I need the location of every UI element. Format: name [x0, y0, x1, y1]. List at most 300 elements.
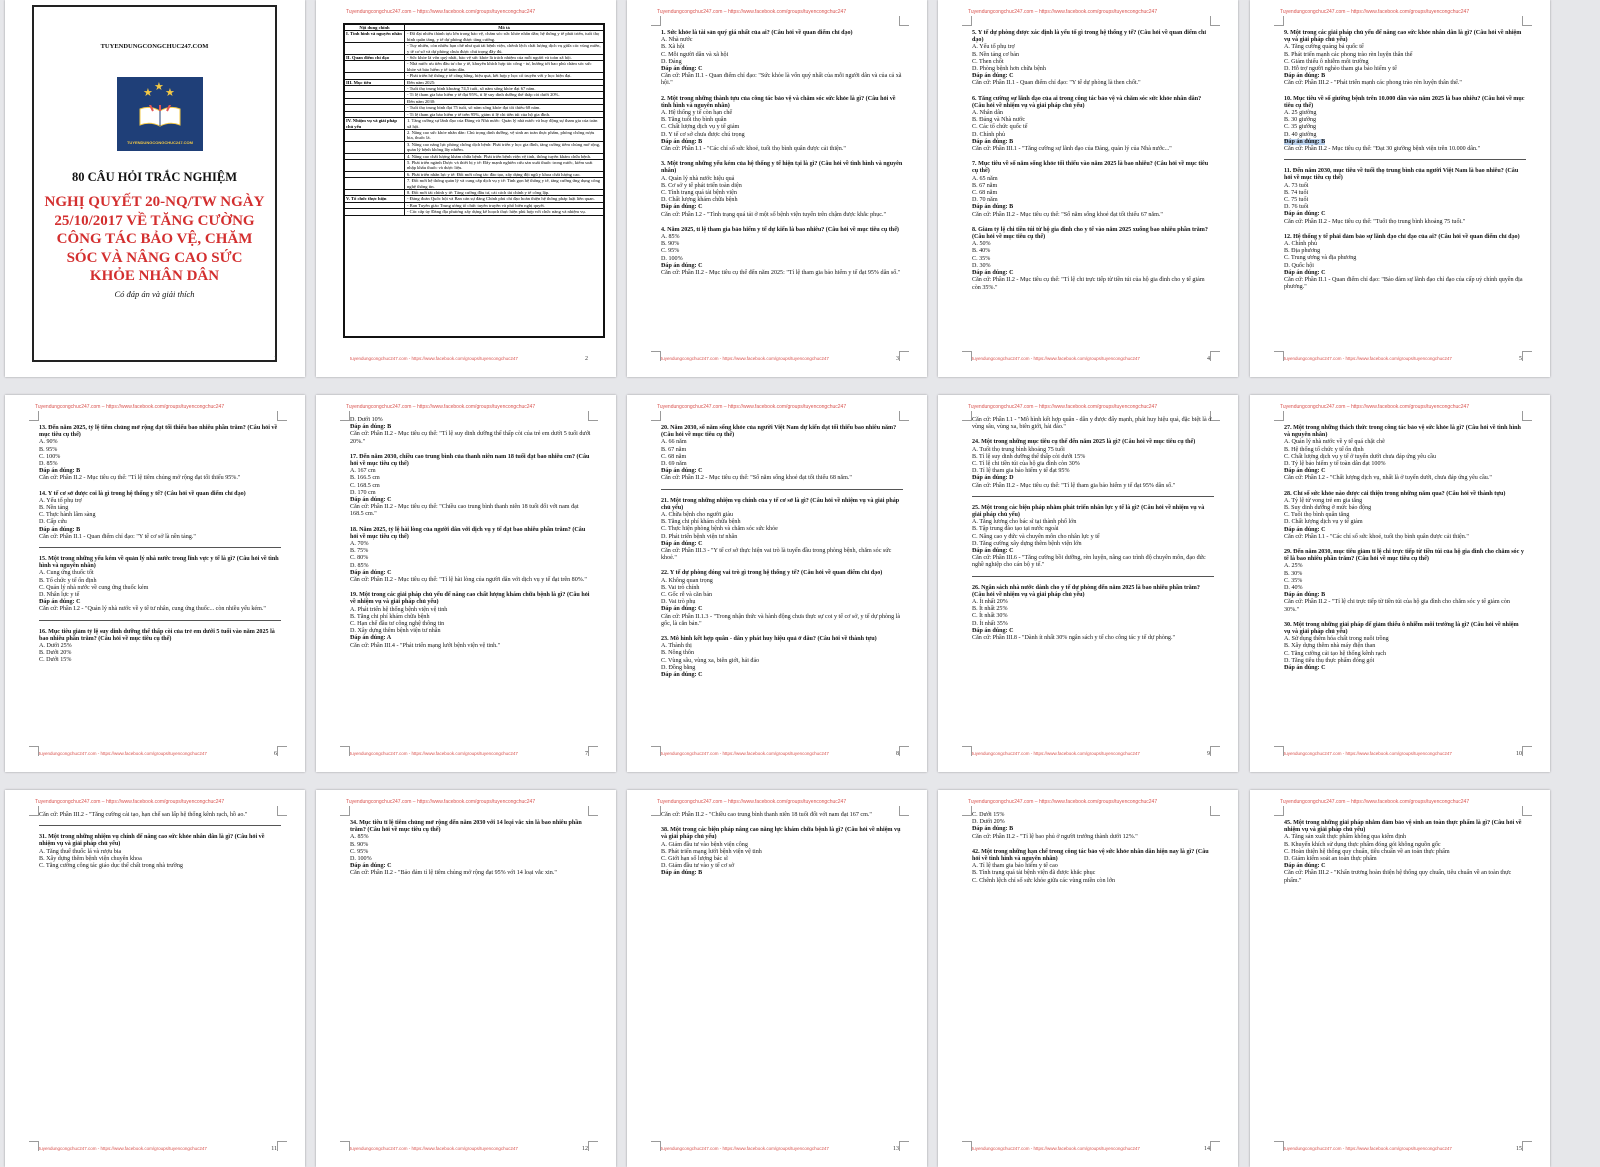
answer-option: B. Tỉ lệ suy dinh dưỡng thể thấp còi dưới 15% [972, 453, 1086, 460]
table-row [345, 160, 603, 172]
page-thumbnail[interactable] [1250, 0, 1550, 377]
crop-mark [651, 1141, 661, 1151]
table-cell-section [345, 142, 405, 153]
answer-source: Căn cứ: Phần I.2 - "Tình trạng quá tải ở một số bệnh viện tuyến trên chậm được khắc phục." [661, 211, 886, 218]
page-header-link: Tuyendungcongchuc247.com – https://www.facebook.com/groups/tuyencongchuc247 [968, 799, 1158, 805]
answer-option: C. Mỗi người dân và xã hội [661, 51, 729, 58]
answer-option: B. Phát triển mạnh các phong trào rèn luyện thân thể [1284, 51, 1413, 58]
answer-option: D. 100% [350, 856, 372, 863]
answer-option: B. Nền tảng [39, 505, 69, 512]
answer-option: B. Vai trò chính [661, 584, 700, 591]
answer-option: D. Y tế cơ sở chưa được chú trọng [661, 131, 745, 138]
answer-source: Căn cứ: Phần II.2 - Mục tiêu cụ thể: "Số năm sống khoẻ đạt tối thiểu 67 năm." [972, 211, 1163, 218]
answer-option: C. Hoàn thiện hệ thống quy chuẩn, tiêu chuẩn về an toàn thực phẩm [1284, 848, 1450, 855]
cover-title: NGHỊ QUYẾT 20-NQ/TW NGÀY 25/10/2017 VỀ TĂNG CƯỜNG CÔNG TÁC BẢO VỆ, CHĂM SÓC VÀ NÂNG CAO SỨC KHỎE NHÂN DÂN [44, 194, 265, 284]
answer-source: Căn cứ: Phần II.2 - Mục tiêu cụ thể đến năm 2025: "Tỉ lệ tham gia bảo hiểm y tế đạt 95% dân số." [661, 270, 901, 277]
correct-answer: Đáp án đúng: B [972, 204, 1014, 211]
table-cell-description: - Nhà nước ưu tiên đầu tư cho y tế, khuyến khích hợp tác công - tư, hướng tới bao phủ chăm sóc sức khỏe và bảo hiểm y tế toàn dân. [407, 61, 592, 72]
answer-option: C. Tuổi thọ bình quân tăng [1284, 512, 1350, 519]
answer-option: B. Suy dinh dưỡng ở mức báo động [1284, 505, 1372, 512]
answer-option: C. Dưới 15% [39, 657, 72, 664]
table-cell-description: 2. Nâng cao sức khỏe nhân dân: Chủ trọng dinh dưỡng, vệ sinh an toàn thực phẩm, phòng chống rượu bia, thuốc lá. [407, 129, 595, 141]
correct-answer: Đáp án đúng: B [1284, 592, 1326, 599]
page-body [39, 812, 281, 870]
question-text: 18. Năm 2025, tỷ lệ hài lòng của người dân với dịch vụ y tế đạt bao nhiêu phần trăm? (Câu hỏi về mục tiêu cụ thể) [350, 526, 586, 540]
page-thumbnail[interactable] [627, 790, 927, 1167]
crop-mark [962, 16, 972, 26]
crop-mark [962, 351, 972, 361]
page-thumbnail[interactable] [316, 790, 616, 1167]
separator-line [39, 825, 281, 826]
answer-option: C. 168.5 cm [350, 482, 380, 489]
correct-answer: Đáp án đúng: C [661, 606, 703, 613]
answer-option: D. Nhân lực y tế [39, 592, 80, 599]
answer-option: B. 74 tuổi [1284, 189, 1309, 196]
page-thumbnail[interactable] [5, 395, 305, 772]
answer-option: C. 80% [350, 555, 369, 562]
separator-line [972, 496, 1214, 497]
question-text: 27. Một trong những thách thức trong công tác bảo vệ sức khỏe là gì? (Câu hỏi về tình hình và nguyên nhân) [1284, 425, 1521, 439]
question-text: 4. Năm 2025, tỉ lệ tham gia bảo hiểm y tế dự kiến là bao nhiêu? (Câu hỏi về mục tiêu cụ thể) [661, 226, 899, 233]
answer-option: B. Ít nhất 25% [972, 606, 1008, 613]
answer-option: B. Dưới 20% [39, 650, 72, 657]
answer-option: D. Tăng cường xây dựng thêm bệnh viện lớn [972, 540, 1082, 547]
crop-mark [899, 351, 909, 361]
page-body [1284, 417, 1526, 672]
answer-option: D. Tỉ lệ tham gia bảo hiểm y tế đạt 95% [972, 468, 1070, 475]
answer-option: D. Hỗ trợ người nghèo tham gia bảo hiểm y tế [1284, 66, 1397, 73]
crop-mark [340, 746, 350, 756]
answer-option: A. Thành thị [661, 643, 692, 650]
crop-mark [651, 411, 661, 421]
correct-answer: Đáp án đúng: C [972, 627, 1014, 634]
answer-source: Căn cứ: Phần II.2 - "Bảo đảm tỉ lệ tiêm chủng mở rộng đạt 95% với 14 loại vắc xin." [350, 870, 557, 877]
answer-option: C. Ít nhất 30% [972, 613, 1008, 620]
page-body [972, 417, 1214, 644]
table-cell-section [345, 105, 405, 110]
correct-answer: Đáp án đúng: C [1284, 468, 1326, 475]
page-number: 4 [1207, 356, 1210, 362]
answer-option: D. 70 năm [972, 197, 998, 204]
answer-source: Căn cứ: Phần II.1 - Quan điểm chỉ đạo: "Y tế cơ sở là nền tảng." [39, 533, 196, 540]
answer-option: B. Xây dựng thêm bệnh viện chuyên khoa [39, 855, 142, 862]
table-row [345, 31, 603, 43]
question-text: 34. Mục tiêu tỉ lệ tiêm chủng mở rộng đến năm 2030 với 14 loại vắc xin là bao nhiêu phần trăm? (Câu hỏi về mục tiêu cụ thể) [350, 820, 582, 834]
table-cell-section [345, 92, 405, 97]
answer-option: D. Đồng bằng [661, 664, 696, 671]
answer-source: Căn cứ: Phần II.2 - Mục tiêu cụ thể: "Tỉ lệ tiêm chủng mở rộng đạt tối thiểu 95%." [39, 475, 241, 482]
crop-mark [962, 806, 972, 816]
question-text: 20. Năm 2030, số năm sống khỏe của người Việt Nam dự kiến đạt tối thiểu bao nhiêu năm? (Câu hỏi về mục tiêu cụ thể) [661, 425, 897, 439]
answer-option: A. 85% [350, 834, 369, 841]
table-cell-section: V. Tổ chức thực hiện [345, 196, 405, 201]
answer-option: C. Tình trạng quá tải bệnh viện [661, 190, 737, 197]
table-cell-description: - Đảng đoàn Quốc hội và Ban cán sự đảng Chính phủ chỉ đạo hoàn thiện hệ thống pháp luật liên quan. [407, 196, 595, 202]
correct-answer: Đáp án đúng: B [39, 468, 81, 475]
page-thumbnail-summary-table[interactable] [316, 0, 616, 377]
answer-option: C. Then chốt [972, 58, 1004, 65]
answer-option: B. 30 giường [1284, 117, 1317, 124]
question-text: 9. Một trong các giải pháp chủ yếu để nâng cao sức khỏe nhân dân là gì? (Câu hỏi về nhiệm vụ và giải pháp chủ yếu) [1284, 30, 1522, 44]
table-cell-section: III. Mục tiêu [345, 80, 405, 85]
table-cell-description: - Các cấp ủy Đảng địa phương xây dựng kế hoạch thực hiện phù hợp với chức năng và nhiệm vụ. [407, 209, 586, 215]
summary-table [343, 23, 605, 338]
open-book-icon [139, 105, 181, 127]
answer-source: Căn cứ: Phần III.2 - "Phát triển mạnh các phong trào rèn luyện thân thể." [1284, 80, 1462, 87]
answer-option: A. Tăng thuế thuốc lá và rượu bia [39, 848, 122, 855]
correct-answer: Đáp án đúng: C [661, 204, 703, 211]
answer-option: D. Vai trò phụ [661, 599, 696, 606]
answer-option: B. Tổ chức y tế ổn định [39, 577, 97, 584]
table-cell-section: I. Tình hình và nguyên nhân [345, 31, 405, 42]
crop-mark [29, 1141, 39, 1151]
question-text: 25. Một trong các biện pháp nhằm phát triển nhân lực y tế là gì? (Câu hỏi về nhiệm vụ và giải pháp chủ yếu) [972, 504, 1205, 519]
page-body [350, 812, 592, 880]
answer-option: A. 73 tuổi [1284, 182, 1309, 189]
page-body [661, 22, 903, 279]
question-text: 5. Y tế dự phòng được xác định là yếu tố gì trong hệ thống y tế? (Câu hỏi về quan điểm chỉ đạo) [972, 30, 1207, 44]
answer-option: A. Dưới 25% [39, 643, 72, 650]
answer-option: A. Hệ thống y tế còn hạn chế [661, 110, 733, 117]
answer-option: B. Tăng tuổi thọ bình quân [661, 117, 727, 124]
page-number: 1 [274, 356, 277, 362]
answer-option: A. 85% [661, 234, 680, 241]
answer-option: B. 67 năm [972, 182, 998, 189]
answer-option: D. Ít nhất 35% [972, 620, 1008, 627]
correct-answer: Đáp án đúng: C [350, 569, 392, 576]
answer-option: A. 66 năm [661, 439, 687, 446]
answer-option: A. 25% [1284, 563, 1303, 570]
table-cell-section [345, 130, 405, 141]
answer-option: C. Giới hạn số lượng bác sĩ [661, 856, 728, 863]
page-header-link: Tuyendungcongchuc247.com – https://www.facebook.com/groups/tuyencongchuc247 [35, 404, 225, 410]
answer-option: B. Cơ sở y tế phát triển toàn diện [661, 182, 742, 189]
crop-mark [29, 806, 39, 816]
answer-option: B. 40% [972, 248, 991, 255]
question-text: 21. Một trong những nhiệm vụ chính của y tế cơ sở là gì? (Câu hỏi về nhiệm vụ và giải pháp chủ yếu) [661, 497, 900, 511]
answer-option: A. Tuổi thọ trung bình khoảng 75 tuổi [972, 446, 1065, 453]
question-text: 42. Một trong những hạn chế trong công tác bảo vệ sức khỏe nhân dân hiện nay là gì? (Câu hỏi về tình hình và nguyên nhân) [972, 848, 1209, 863]
answer-option: C. Thực hiện phòng bệnh và chăm sóc sức khỏe [661, 526, 778, 533]
answer-option: C. Gốc rễ và căn bản [661, 592, 713, 599]
answer-option: A. 25 giường [1284, 110, 1317, 117]
answer-source: Căn cứ: Phần II.1 - Quan điểm chỉ đạo: "Sức khỏe là vốn quý nhất của mỗi người dân và của cả xã hội." [661, 73, 902, 87]
answer-source: Căn cứ: Phần III.6 - "Tăng cường bồi dưỡng, rèn luyện, nâng cao trình độ chuyên môn, đạo đức nghề nghiệp cho cán bộ y tế." [972, 555, 1206, 569]
crop-mark [1274, 746, 1284, 756]
table-cell-description: 4. Nâng cao chất lượng khám chữa bệnh: Phát triển bệnh viện vệ tinh, thông tuyến khám chữa bệnh. [407, 153, 592, 159]
table-cell-section [345, 203, 405, 208]
crop-mark [588, 746, 598, 756]
answer-option: D. 85% [350, 562, 369, 569]
answer-option: B. 95% [39, 446, 58, 453]
page-number: 3 [896, 356, 899, 362]
page-thumbnail[interactable] [938, 0, 1238, 377]
crop-mark [962, 1141, 972, 1151]
page-footer-link: tuyendungcongchuc247.com - https://www.facebook.com/groups/tuyencongchuc247 [350, 1146, 518, 1151]
table-header-cell: Nội dung chính [345, 25, 405, 30]
page-header-link: Tuyendungcongchuc247.com – https://www.facebook.com/groups/tuyencongchuc247 [968, 9, 1158, 15]
question-text: 11. Đến năm 2030, mục tiêu về tuổi thọ trung bình của người Việt Nam là bao nhiêu? (Câu hỏi về mục tiêu cụ thể) [1284, 168, 1519, 182]
page-number: 12 [582, 1146, 588, 1152]
page-number: 11 [271, 1146, 277, 1152]
crop-mark [340, 411, 350, 421]
answer-option: A. 90% [39, 439, 58, 446]
crop-mark [1210, 351, 1220, 361]
page-number: 6 [274, 751, 277, 757]
answer-option: A. 70% [350, 541, 369, 548]
answer-source: Căn cứ: Phần II.2 - Mục tiêu cụ thể: "Tuổi thọ trung bình khoảng 75 tuổi." [1284, 218, 1466, 225]
answer-option: B. 90% [350, 841, 369, 848]
correct-answer: Đáp án đúng: A [350, 635, 392, 642]
crop-mark [1522, 1141, 1532, 1151]
page-header-link: Tuyendungcongchuc247.com – https://www.facebook.com/groups/tuyencongchuc247 [35, 799, 225, 805]
table-cell-section [345, 43, 405, 54]
page-footer-link: tuyendungcongchuc247.com - https://www.facebook.com/groups/tuyencongchuc247 [661, 1146, 829, 1151]
page-body [972, 22, 1214, 294]
question-text: 2. Một trong những thành tựu của công tác bảo vệ và chăm sóc sức khỏe là gì? (Câu hỏi về tình hình và nguyên nhân) [661, 95, 896, 109]
answer-option: A. 50% [972, 241, 991, 248]
question-text: 8. Giảm tỷ lệ chi tiền túi từ hộ gia đình cho y tế vào năm 2025 xuống bao nhiêu phần trăm? (Câu hỏi về mục tiêu cụ thể) [972, 226, 1208, 241]
table-cell-description: - Sức khỏe là vốn quý nhất, bảo vệ sức khỏe là trách nhiệm của mỗi người và toàn xã hội. [407, 55, 572, 61]
answer-option: C. 75 tuổi [1284, 197, 1309, 204]
answer-option: D. 40 giường [1284, 131, 1317, 138]
question-text: 17. Đến năm 2030, chiều cao trung bình của thanh niên nam 18 tuổi đạt bao nhiêu cm? (Câu hỏi về mục tiêu cụ thể) [350, 453, 590, 468]
page-thumbnail[interactable] [5, 790, 305, 1167]
page-footer-link: tuyendungcongchuc247.com - https://www.facebook.com/groups/tuyencongchuc247 [39, 1146, 207, 1151]
page-thumbnail[interactable] [1250, 395, 1550, 772]
answer-option: B. Phát triển mạng lưới bệnh viện vệ tinh [661, 848, 762, 855]
question-text: 29. Đến năm 2030, mục tiêu giảm tỉ lệ chi trực tiếp từ tiền túi của hộ gia đình cho chăm sóc y tế là bao nhiêu phần trăm? (Câu hỏi về mục tiêu cụ thể) [1284, 549, 1524, 563]
crop-mark [962, 411, 972, 421]
page-footer-link: tuyendungcongchuc247.com - https://www.facebook.com/groups/tuyencongchuc247 [661, 356, 829, 361]
separator-line [661, 489, 903, 490]
answer-source: Căn cứ: Phần II.2 - Mục tiêu cụ thể: "Tỉ lệ tham gia bảo hiểm y tế đạt 95% dân số." [972, 482, 1176, 489]
answer-option: A. Quản lý nhà nước hiệu quả [661, 175, 735, 182]
page-number: 10 [1516, 751, 1522, 757]
correct-answer: Đáp án đúng: C [661, 672, 703, 679]
correct-answer: Đáp án đúng: C [661, 468, 703, 475]
table-cell-section [345, 178, 405, 189]
page-body [1284, 812, 1526, 887]
answer-source: Căn cứ: Phần III.3 - "Y tế cơ sở thực hiện vai trò là tuyến đầu trong phòng bệnh, chăm sóc sức khoẻ." [661, 548, 892, 562]
crop-mark [1210, 1141, 1220, 1151]
table-cell-section: IV. Nhiệm vụ và giải pháp chủ yếu [345, 118, 405, 129]
table-cell-description: - Tuy nhiên, còn nhiều hạn chế như quá tải bệnh viện, chênh lệch chất lượng dịch vụ giữa các vùng miền, y tế cơ sở và dự phòng chưa được chú trọng đầy đủ. [407, 43, 601, 54]
answer-option: A. Sử dụng thêm hóa chất trong nuôi trồng [1284, 636, 1389, 643]
answer-option: C. 95% [350, 848, 369, 855]
answer-option: D. Giảm đầu tư vào y tế cơ sở [661, 863, 735, 870]
answer-option: B. Đảng và Nhà nước [972, 117, 1026, 124]
page-body [1284, 22, 1526, 294]
page-body [661, 417, 903, 679]
answer-option: B. Nền tảng cơ bản [972, 51, 1020, 58]
page-header-link: Tuyendungcongchuc247.com – https://www.facebook.com/groups/tuyencongchuc247 [657, 404, 847, 410]
answer-source: Căn cứ: Phần III.8 - "Dành ít nhất 30% ngân sách y tế cho công tác y tế dự phòng." [972, 635, 1175, 642]
text-selection-highlight[interactable]: Đáp án đúng: B [1284, 138, 1326, 145]
table-row [345, 118, 603, 130]
answer-option: B. 67 năm [661, 446, 687, 453]
answer-option: A. 65 năm [972, 175, 998, 182]
crop-mark [1274, 1141, 1284, 1151]
question-text: 45. Một trong những giải pháp nhằm đảm bảo vệ sinh an toàn thực phẩm là gì? (Câu hỏi về nhiệm vụ và giải pháp chủ yếu) [1284, 820, 1522, 834]
answer-source: Căn cứ: Phần III.4 - "Phát triển mạng lưới bệnh viện vệ tinh." [350, 642, 501, 649]
answer-option: A. Yếu tố phụ trợ [972, 44, 1015, 51]
table-cell-section [345, 160, 405, 171]
answer-source: Căn cứ: Phần II.2 - "Chiều cao trung bình thanh niên 18 tuổi đối với nam đạt 167 cm." [661, 812, 872, 818]
answer-source: Căn cứ: Phần I.2 - "Quản lý nhà nước về y tế tư nhân, cung ứng thuốc... còn nhiều yếu kém." [39, 606, 266, 613]
answer-source: Căn cứ: Phần II.2 - Mục tiêu cụ thể: "Số năm sống khoẻ đạt tối thiểu 68 năm." [661, 475, 852, 482]
answer-option: B. Tình trạng quá tải bệnh viện đã được khắc phục [972, 870, 1096, 877]
answer-option: A. Yếu tố phụ trợ [39, 497, 82, 504]
table-cell-description: - Tuổi thọ trung bình khoảng 74,5 tuổi, số năm sống khỏe đạt 67 năm. [407, 86, 536, 92]
table-cell-description: Đến năm 2030: [407, 98, 436, 104]
page-body [350, 417, 592, 652]
answer-option: B. 30% [1284, 570, 1303, 577]
answer-option: A. Tăng lương cho bác sĩ tại thành phố lớn [972, 519, 1077, 526]
page-thumbnail[interactable] [938, 790, 1238, 1167]
correct-answer: Đáp án đúng: C [1284, 269, 1326, 276]
table-cell-section [345, 99, 405, 104]
logo-caption: TUYENDUNGCONGCHUC247.COM [126, 140, 193, 145]
question-text: 6. Tăng cường sự lãnh đạo của ai trong công tác bảo vệ và chăm sóc sức khỏe nhân dân? (Câu hỏi về nhiệm vụ và giải pháp chủ yếu) [972, 95, 1202, 109]
table-cell-description: - Tỉ lệ tham gia bảo hiểm y tế trên 95%, giảm tỉ lệ chi tiền túi của hộ gia đình. [407, 111, 551, 117]
answer-option: C. Trung ương và địa phương [1284, 255, 1357, 262]
table-row [345, 142, 603, 154]
answer-option: B. 90% [661, 241, 680, 248]
page-thumbnail[interactable] [316, 395, 616, 772]
answer-option: B. Xã hội [661, 44, 685, 51]
page-footer-link: tuyendungcongchuc247.com - https://www.facebook.com/groups/tuyencongchuc247 [1284, 1146, 1452, 1151]
correct-answer: Đáp án đúng: B [350, 424, 392, 431]
answer-option: A. Phát triển hệ thống bệnh viện vệ tinh [350, 606, 448, 613]
answer-source: Căn cứ: Phần II.1.3 - "Trong nhận thức và hành động chưa thực sự coi y tế cơ sở, y tế dự phòng là gốc, là căn bản." [661, 613, 901, 627]
page-number: 7 [585, 751, 588, 757]
table-row [345, 209, 603, 215]
page-header-link: Tuyendungcongchuc247.com – https://www.facebook.com/groups/tuyencongchuc247 [657, 799, 847, 805]
cover-subtitle: Có đáp án và giải thích [114, 289, 195, 299]
answer-source: Căn cứ: Phần I.2 - "Chất lượng dịch vụ, nhất là ở tuyến dưới, chưa đáp ứng yêu cầu." [1284, 475, 1492, 482]
answer-source: Căn cứ: Phần II.2 - Mục tiêu cụ thể: "Tỉ lệ suy dinh dưỡng thể thấp còi của trẻ em dưới 5 tuổi dưới 20%." [350, 431, 591, 445]
table-cell-section: II. Quan điểm chỉ đạo [345, 55, 405, 60]
answer-option: D. Giảm kiểm soát an toàn thực phẩm [1284, 856, 1377, 863]
page-header-link: Tuyendungcongchuc247.com – https://www.facebook.com/groups/tuyencongchuc247 [1280, 799, 1470, 805]
answer-option: A. Ít nhất 20% [972, 599, 1008, 606]
correct-answer: Đáp án đúng: C [1284, 863, 1326, 870]
answer-option: C. Chênh lệch chỉ số sức khỏe giữa các vùng miền còn lớn [972, 877, 1116, 884]
correct-answer: Đáp án đúng: C [972, 548, 1014, 555]
answer-option: B. 75% [350, 548, 369, 555]
table-cell-section [345, 86, 405, 91]
table-cell-description: - Phát triển hệ thống y tế công bằng, hiệu quả, kết hợp y học cổ truyền với y học hiện đại. [407, 73, 572, 79]
answer-option: D. 76 tuổi [1284, 204, 1309, 211]
answer-option: C. Chất lượng dịch vụ y tế ở tuyến dưới chưa đáp ứng yêu cầu [1284, 453, 1437, 460]
crop-mark [1274, 806, 1284, 816]
page-number: 2 [585, 356, 588, 362]
answer-option: A. Cung ứng thuốc tốt [39, 570, 94, 577]
correct-answer: Đáp án đúng: D [972, 475, 1014, 482]
table-cell-description: 3. Nâng cao năng lực phòng chống dịch bệnh: Phát triển y học gia đình, tăng cường tiêm chủng mở rộng, quản lý bệnh không lây nhiễm. [407, 141, 601, 153]
cover-site-name: TUYENDUNGCONGCHUC247.COM [100, 43, 209, 50]
question-text: 7. Mục tiêu về số năm sống khỏe tối thiểu vào năm 2025 là bao nhiêu? (Câu hỏi về mục tiêu cụ thể) [972, 161, 1209, 175]
question-text: 13. Đến năm 2025, tỷ lệ tiêm chủng mở rộng đạt tối thiểu bao nhiêu phần trăm? (Câu hỏi về mục tiêu cụ thể) [39, 425, 278, 439]
cover-question-count: 80 CÂU HỎI TRẮC NGHIỆM [71, 170, 238, 184]
answer-option: D. Phòng bệnh hơn chữa bệnh [972, 66, 1046, 73]
crop-mark [340, 806, 350, 816]
crop-mark [651, 16, 661, 26]
question-text: 12. Hệ thống y tế phải đảm bảo sự lãnh đạo chỉ đạo của ai? (Câu hỏi về quan điểm chỉ đạo) [1284, 233, 1520, 240]
crop-mark [651, 351, 661, 361]
correct-answer: Đáp án đúng: B [39, 526, 81, 533]
page-body [661, 812, 903, 878]
page-header-link: Tuyendungcongchuc247.com – https://www.facebook.com/groups/tuyencongchuc247 [657, 9, 847, 15]
answer-option: D. 85% [39, 461, 58, 468]
page-number: 13 [893, 1146, 899, 1152]
page-header-link: Tuyendungcongchuc247.com – https://www.facebook.com/groups/tuyencongchuc247 [1280, 404, 1470, 410]
table-cell-section [345, 112, 405, 117]
table-cell-section [345, 154, 405, 159]
answer-source: Căn cứ: Phần II.2 - Mục tiêu cụ thể: "Chiều cao trung bình thanh niên 18 tuổi đối với nam đạt 168.5 cm." [350, 504, 579, 518]
page-footer-link: tuyendungcongchuc247.com - https://www.facebook.com/groups/tuyencongchuc247 [1284, 356, 1452, 361]
table-cell-description: - Ban Tuyên giáo Trung ương tổ chức tuyên truyền và phổ biến nghị quyết. [407, 202, 545, 208]
correct-answer: Đáp án đúng: B [661, 870, 703, 877]
answer-option: B. Nông thôn [661, 650, 695, 657]
crop-mark [1274, 411, 1284, 421]
page-thumbnail-cover[interactable] [5, 0, 305, 377]
table-cell-section [345, 209, 405, 214]
answer-option: A. Tỷ lệ tử vong trẻ em gia tăng [1284, 497, 1363, 504]
page-thumbnail[interactable] [1250, 790, 1550, 1167]
page-number: 8 [896, 751, 899, 757]
question-text: 28. Chỉ số sức khỏe nào được cải thiện trong những năm qua? (Câu hỏi về thành tựu) [1284, 490, 1506, 497]
question-text: 24. Một trong những mục tiêu cụ thể đến năm 2025 là gì? (Câu hỏi về mục tiêu cụ thể) [972, 439, 1196, 446]
question-text: 22. Y tế dự phòng đóng vai trò gì trong hệ thống y tế? (Câu hỏi về quan điểm chỉ đạo) [661, 570, 883, 577]
question-text: 16. Mục tiêu giảm tỷ lệ suy dinh dưỡng thể thấp còi của trẻ em dưới 5 tuổi vào năm 2025 là bao nhiêu phần trăm? (Câu hỏi về mục tiêu cụ thể) [39, 628, 275, 642]
crop-mark [899, 746, 909, 756]
answer-option: D. Dưới 20% [972, 819, 1005, 826]
table-cell-description: - Đã đạt nhiều thành tựu lớn trong bảo vệ, chăm sóc sức khỏe nhân dân; hệ thống y tế phát triển, tuổi thọ bình quân tăng, y tế dự phòng được tăng cường. [407, 31, 600, 42]
correct-answer: Đáp án đúng: C [661, 262, 703, 269]
answer-option: D. 170 cm [350, 489, 376, 496]
correct-answer: Đáp án đúng: B [661, 138, 703, 145]
answer-option: B. Tăng chi phí khám chữa bệnh [350, 613, 430, 620]
answer-option: D. Tỷ lệ bảo hiểm y tế toàn dân đạt 100% [1284, 461, 1386, 468]
table-cell-description: - Tỉ lệ tham gia bảo hiểm y tế đạt 95%, tỉ lệ suy dinh dưỡng thể thấp còi dưới 20%. [407, 92, 560, 98]
page-body [39, 417, 281, 665]
page-thumbnail[interactable] [627, 0, 927, 377]
crop-mark [1522, 351, 1532, 361]
correct-answer-selected [1284, 139, 1526, 146]
page-header-link: Tuyendungcongchuc247.com – https://www.facebook.com/groups/tuyencongchuc247 [346, 404, 536, 410]
page-body [972, 812, 1214, 885]
answer-option: D. Chất lượng khám chữa bệnh [661, 197, 738, 204]
answer-option: A. Nhà nước [661, 37, 693, 44]
answer-option: C. 35 giường [1284, 124, 1317, 131]
page-footer-link: tuyendungcongchuc247.com - https://www.facebook.com/groups/tuyencongchuc247 [661, 751, 829, 756]
page-header-link: Tuyendungcongchuc247.com – https://www.facebook.com/groups/tuyencongchuc247 [346, 799, 536, 805]
answer-option: D. Chính phủ [972, 131, 1006, 138]
crop-mark [1210, 746, 1220, 756]
answer-option: D. Chất lượng dịch vụ y tế giảm [1284, 519, 1363, 526]
page-thumbnail[interactable] [627, 395, 927, 772]
question-text: 15. Một trong những yếu kém về quản lý nhà nước trong lĩnh vực y tế là gì? (Câu hỏi về tình hình và nguyên nhân) [39, 556, 279, 570]
page-footer-link: tuyendungcongchuc247.com - https://www.facebook.com/groups/tuyencongchuc247 [39, 751, 207, 756]
answer-option: A. Tăng cường quảng bá quốc tế [1284, 44, 1364, 51]
answer-option: B. Khuyến khích sử dụng thực phẩm đóng gói không nguồn gốc [1284, 841, 1441, 848]
separator-line [1284, 159, 1526, 160]
page-thumbnail[interactable] [938, 395, 1238, 772]
correct-answer: Đáp án đúng: C [972, 270, 1014, 277]
answer-source: Căn cứ: Phần II.2 - Mục tiêu cụ thể: "Đạt 30 giường bệnh viện trên 10.000 dân." [1284, 146, 1481, 153]
